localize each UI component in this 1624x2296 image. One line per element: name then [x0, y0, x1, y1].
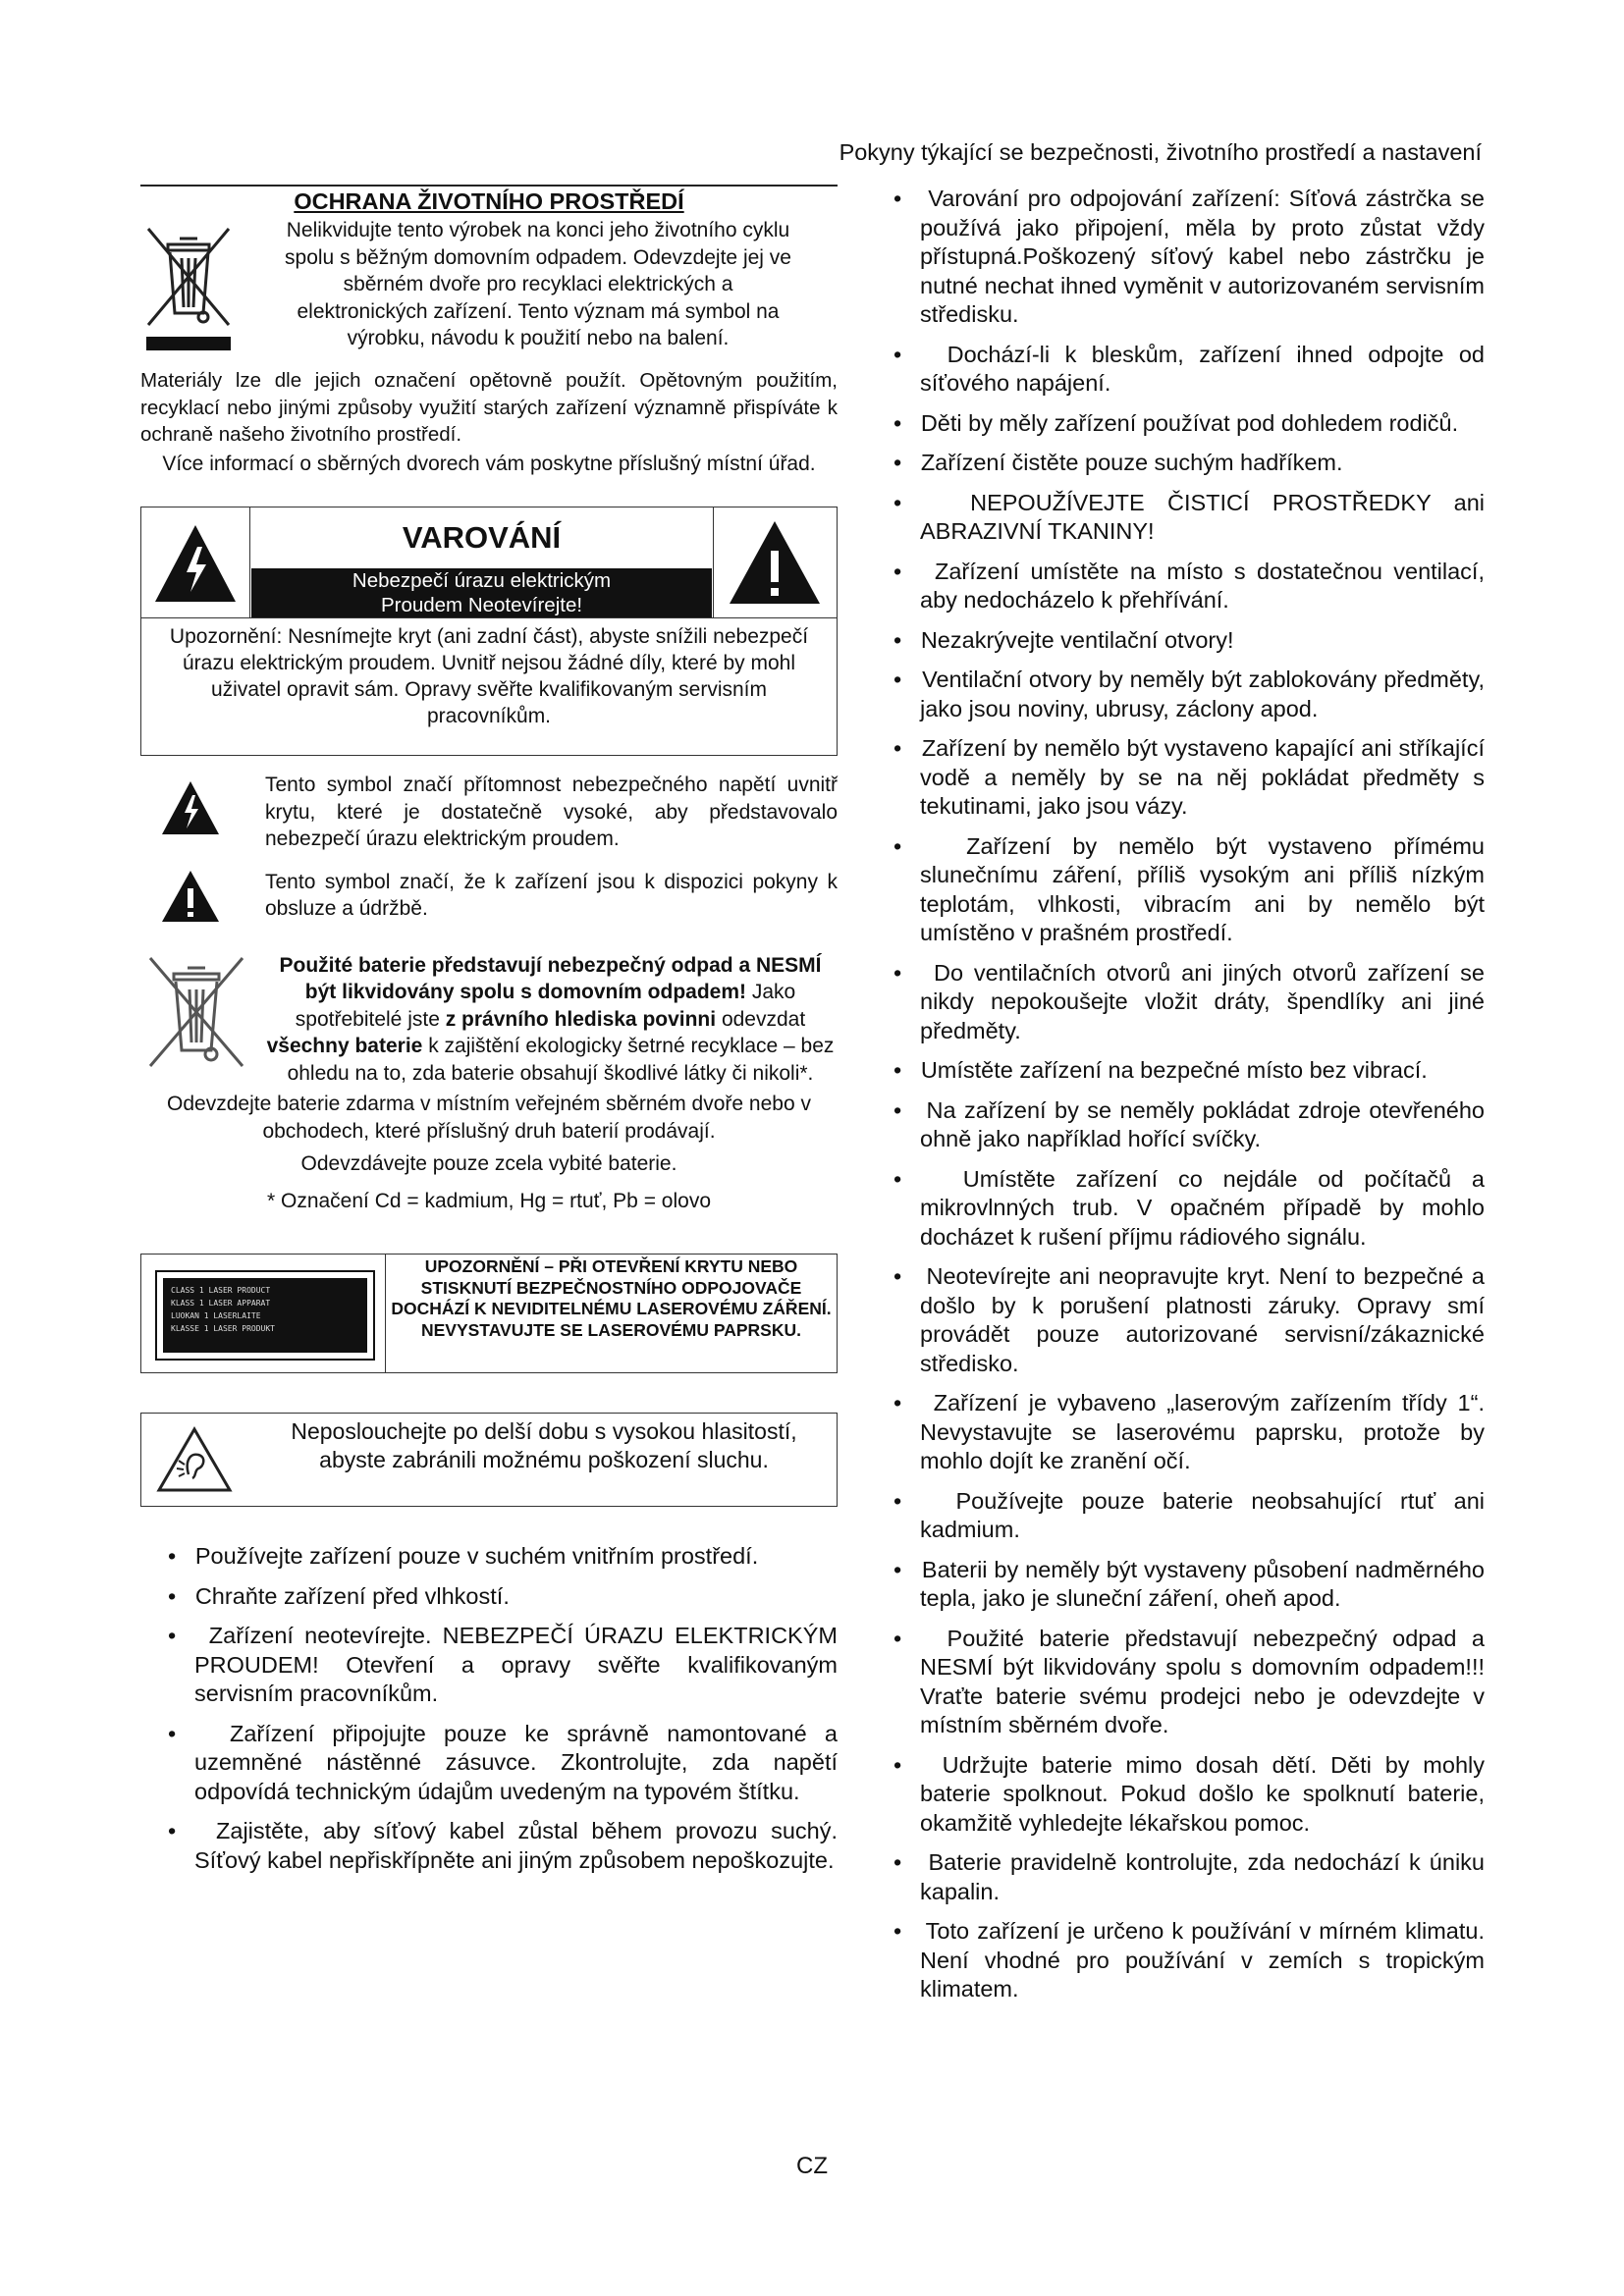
- list-item: [866, 1096, 1485, 1154]
- list-item: [866, 666, 1485, 723]
- bullet: •: [893, 1487, 956, 1514]
- bullet: •: [893, 489, 971, 515]
- electric-warning-icon: [141, 507, 249, 617]
- page-footer: CZ: [796, 2153, 828, 2179]
- hearing-warning-icon: [155, 1425, 234, 1494]
- env-line: spolu s běžným domovním odpadem. Odevzdejte jej ve: [285, 245, 791, 269]
- list-item-text: Dochází-li k bleskům, zařízení ihned odpojte od síťového napájení.: [920, 341, 1485, 396]
- bullet: •: [893, 1096, 927, 1123]
- list-item-text: Zařízení by nemělo být vystaveno kapající ani stříkající vodě a neměly by se na něj pokládat předměty s tekutinami, jako jsou vázy.: [920, 735, 1485, 819]
- battery-text: Jako spotřebitelé jste: [295, 981, 796, 1031]
- list-item: [866, 1848, 1485, 1906]
- page-header: Pokyny týkající se bezpečnosti, životního prostředí a nastavení: [839, 139, 1482, 165]
- list-item-text: Neotevírejte ani neopravujte kryt. Není to bezpečné a došlo by k porušení platnosti záruky. Opravy smí provádět pouze autorizované servisní/zákaznické středisko.: [920, 1263, 1485, 1376]
- battery-return-paragraph: Odevzdejte baterie zdarma v místním veřejném sběrném dvoře nebo v obchodech, které příslušný druh baterií prodávají.: [167, 1093, 811, 1143]
- laser-warning-text: UPOZORNĚNÍ – PŘI OTEVŘENÍ KRYTU NEBO STISKNUTÍ BEZPEČNOSTNÍHO ODPOJOVAČE DOCHÁZÍ K NEVIDITELNÉMU LASEROVÉMU ZÁŘENÍ. NEVYSTAVUJTE SE LASEROVÉMU PAPRSKU.: [385, 1255, 837, 1372]
- list-item: [140, 1817, 838, 1875]
- warning-body: Upozornění: Nesnímejte kryt (ani zadní část), abyste snížili nebezpečí úrazu elektrickým proudem. Uvnitř nejsou žádné díly, které by mohl uživatel opravit sám. Opravy svěřte kvalifikovaným servisním pracovníkům.: [169, 625, 809, 727]
- bolt-symbol-text: Tento symbol značí přítomnost nebezpečného napětí uvnitř krytu, které je dostatečně vysoké, aby představovalo nebezpečí úrazu elektrickým proudem.: [265, 774, 838, 850]
- list-item: [866, 1165, 1485, 1253]
- bullet: •: [893, 558, 935, 584]
- battery-text: k zajištění ekologicky šetrné recyklace – bez ohledu na to, zda baterie obsahují škodlivé látky či nikoli*.: [287, 1035, 835, 1085]
- bullet: •: [893, 832, 967, 859]
- battery-bold-text: z právního hlediska povinni: [445, 1007, 717, 1031]
- list-item: [140, 1582, 838, 1612]
- list-item: [866, 832, 1485, 948]
- bullet: •: [168, 1543, 195, 1569]
- battery-bold-text: Použité baterie představují nebezpečný odpad a NESMÍ být likvidovány spolu s domovním odpadem!: [279, 953, 822, 1003]
- crossed-bin-icon: [140, 952, 253, 1080]
- hearing-warning-box: [140, 1413, 838, 1507]
- environment-text: [248, 217, 828, 352]
- list-item-text: Zařízení čistěte pouze suchým hadříkem.: [920, 450, 1343, 475]
- bolt-symbol-row: [140, 772, 838, 853]
- list-item: [866, 1917, 1485, 2004]
- list-item: [866, 1625, 1485, 1740]
- bullet: •: [893, 450, 921, 475]
- bullet: •: [893, 186, 929, 211]
- exclamation-warning-icon: [160, 869, 221, 924]
- bullet: •: [893, 735, 922, 761]
- env-line: výrobku, návodu k použití nebo na balení.: [347, 327, 730, 349]
- list-item-text: Zařízení připojujte pouze ke správně namontované a uzemněné nástěnné zásuvce. Zkontrolujte, zda napětí odpovídá technickým údajům uvedeným na typovém štítku.: [194, 1720, 838, 1804]
- list-item-text: Udržujte baterie mimo dosah dětí. Děti by mohly baterie spolknout. Pokud došlo ke spolknutí baterie, okamžitě vyhledejte lékařskou pomoc.: [920, 1751, 1485, 1836]
- exclamation-symbol-text: Tento symbol značí, že k zařízení jsou k dispozici pokyny k obsluze a údržbě.: [265, 870, 838, 920]
- battery-notice: [140, 952, 838, 1088]
- battery-paragraph: [263, 952, 838, 1088]
- laser-label-line: KLASSE 1 LASER PRODUKT: [171, 1324, 275, 1333]
- bullet: •: [893, 1625, 947, 1651]
- laser-label-line: KLASS 1 LASER APPARAT: [171, 1299, 271, 1308]
- warning-title: VAROVÁNÍ: [402, 520, 562, 555]
- list-item: [866, 959, 1485, 1046]
- list-item: [140, 1542, 838, 1572]
- list-item-text: Baterii by neměly být vystaveny působení nadměrného tepla, jako je sluneční záření, oheň apod.: [920, 1556, 1485, 1611]
- authority-paragraph: Více informací o sběrných dvorech vám poskytne příslušný místní úřad.: [162, 452, 816, 475]
- bullet: •: [893, 1057, 921, 1083]
- environment-title: OCHRANA ŽIVOTNÍHO PROSTŘEDÍ: [294, 188, 684, 214]
- list-item: [140, 1720, 838, 1807]
- list-item-text: Varování pro odpojování zařízení: Síťová zástrčka se používá jako připojení, měla by proto zůstat vždy přístupná.Poškozený síťový kabel nebo zástrčku je nutné nechat ihned vyměnit v autorizovaném servisním středisku.: [920, 186, 1485, 327]
- list-item-text: Na zařízení by se neměly pokládat zdroje otevřeného ohně jako například hořící svíčky.: [920, 1096, 1485, 1151]
- warning-header: [141, 507, 837, 618]
- bullet: •: [893, 1751, 943, 1778]
- list-item-text: Baterie pravidelně kontrolujte, zda nedochází k úniku kapalin.: [920, 1849, 1485, 1904]
- list-item: [866, 489, 1485, 547]
- right-bullet-list: [866, 185, 1485, 2004]
- bullet: •: [168, 1582, 195, 1609]
- list-item-text: Zařízení je vybaveno „laserovým zařízením třídy 1“. Nevystavujte se laserovému paprsku, protože by mohlo dojít ke zranění očí.: [920, 1390, 1485, 1473]
- environment-notice: [140, 215, 838, 367]
- battery-text: odevzdat: [716, 1007, 806, 1031]
- list-item-text: Toto zařízení je určeno k používání v mírném klimatu. Není vhodné pro používání v zemích s tropickým klimatem.: [920, 1918, 1485, 2002]
- list-item-text: Použité baterie představují nebezpečný odpad a NESMÍ být likvidovány spolu s domovním odpadem!!! Vraťte baterie svému prodejci nebo je odevzdejte v místním sběrném dvoře.: [920, 1625, 1485, 1737]
- list-item: [866, 341, 1485, 399]
- list-item: [866, 1056, 1485, 1086]
- list-item-text: Do ventilačních otvorů ani jiných otvorů zařízení se nikdy nepokoušejte vložit dráty, špendlíky ani jiné předměty.: [920, 959, 1485, 1043]
- hearing-warning-text: Neposlouchejte po delší dobu s vysokou hlasitostí, abyste zabránili možnému poškození sluchu.: [291, 1418, 797, 1472]
- laser-warning-box: [140, 1254, 838, 1373]
- list-item-text: Nezakrývejte ventilační otvory!: [920, 626, 1234, 653]
- list-item: [866, 185, 1485, 330]
- list-item: [866, 1262, 1485, 1378]
- list-item-text: Zařízení neotevírejte. NEBEZPEČÍ ÚRAZU ELEKTRICKÝM PROUDEM! Otevření a opravy svěřte kvalifikovaným servisním pracovníkům.: [194, 1623, 838, 1706]
- bullet: •: [168, 1720, 230, 1746]
- battery-footnote: * Označení Cd = kadmium, Hg = rtuť, Pb = olovo: [266, 1189, 711, 1212]
- bullet: •: [168, 1623, 209, 1648]
- exclamation-warning-icon: [714, 507, 837, 617]
- laser-label-line: LUOKAN 1 LASERLAITE: [171, 1311, 261, 1320]
- electric-warning-icon: [160, 777, 221, 838]
- list-item: [866, 1751, 1485, 1839]
- list-item: [866, 449, 1485, 478]
- list-item-text: Zajistěte, aby síťový kabel zůstal během provozu suchý. Síťový kabel nepřiskřípněte ani jiným způsobem nepoškozujte.: [194, 1818, 838, 1873]
- env-line: elektronických zařízení. Tento význam má symbol na: [297, 299, 780, 323]
- list-item-text: Umístěte zařízení na bezpečné místo bez vibrací.: [920, 1057, 1428, 1083]
- list-item-text: Zařízení umístěte na místo s dostatečnou ventilací, aby nedocházelo k přehřívání.: [920, 558, 1485, 613]
- list-item: [866, 1487, 1485, 1545]
- battery-empty-paragraph: Odevzdávejte pouze zcela vybité baterie.: [300, 1152, 677, 1175]
- list-item: [866, 409, 1485, 439]
- bullet: •: [168, 1818, 217, 1843]
- warning-left-cell: [141, 507, 250, 617]
- bullet: •: [893, 409, 921, 436]
- list-item: [866, 626, 1485, 656]
- env-line: Nelikvidujte tento výrobek na konci jeho životního cyklu: [286, 219, 790, 241]
- crossed-bin-icon: [142, 223, 236, 360]
- left-bullet-list: [140, 1542, 838, 1875]
- list-item: [866, 558, 1485, 615]
- warning-box: [140, 507, 838, 756]
- divider: [140, 185, 838, 187]
- list-item: [140, 1622, 838, 1709]
- bullet: •: [893, 341, 947, 367]
- list-item-text: Chraňte zařízení před vlhkostí.: [194, 1582, 510, 1609]
- list-item: [866, 1389, 1485, 1476]
- bullet: •: [893, 1556, 922, 1582]
- env-line: sběrném dvoře pro recyklaci elektrických a: [343, 273, 733, 295]
- list-item-text: Používejte zařízení pouze v suchém vnitřním prostředí.: [194, 1543, 759, 1569]
- list-item-text: Umístěte zařízení co nejdále od počítačů a mikrovlnných trub. V opačném případě by mohlo docházet k rušení příjmu rádiového signálu.: [920, 1165, 1485, 1250]
- list-item: [866, 734, 1485, 822]
- warning-banner-line: Proudem Neotevírejte!: [380, 594, 583, 616]
- warning-banner: [251, 568, 712, 617]
- bullet: •: [893, 1263, 927, 1289]
- warning-right-cell: [713, 507, 837, 617]
- left-column: [140, 185, 838, 1886]
- list-item-text: Zařízení by nemělo být vystaveno přímému slunečnímu záření, příliš vysokým ani příliš nízkým teplotám, vlhkosti, vibracím ani by nemělo být umístěno v prašném prostředí.: [920, 832, 1485, 945]
- exclamation-symbol-row: [140, 869, 838, 923]
- bullet: •: [893, 1918, 926, 1944]
- list-item-text: NEPOUŽÍVEJTE ČISTICÍ PROSTŘEDKY ani ABRAZIVNÍ TKANINY!: [920, 489, 1485, 544]
- recycling-paragraph: Materiály lze dle jejich označení opětovně použít. Opětovným použitím, recyklací nebo jinými způsoby využití starých zařízení významně přispíváte k ochraně našeho životního prostředí.: [140, 369, 838, 446]
- list-item-text: Ventilační otvory by neměly být zablokovány předměty, jako jsou noviny, ubrusy, záclony apod.: [920, 667, 1485, 721]
- warning-banner-line: Nebezpečí úrazu elektrickým: [352, 569, 612, 592]
- laser-label-line: CLASS 1 LASER PRODUCT: [171, 1286, 271, 1295]
- bullet: •: [893, 959, 934, 986]
- bullet: •: [893, 1390, 934, 1415]
- list-item-text: Děti by měly zařízení používat pod dohledem rodičů.: [920, 409, 1459, 436]
- bullet: •: [893, 626, 921, 653]
- bullet: •: [893, 1165, 963, 1192]
- battery-bold-text: všechny baterie: [266, 1035, 423, 1057]
- list-item: [866, 1556, 1485, 1614]
- right-column: [866, 185, 1485, 2015]
- laser-label-text: [163, 1278, 367, 1353]
- laser-class-label: [155, 1270, 375, 1361]
- bullet: •: [893, 667, 923, 692]
- bullet: •: [893, 1849, 929, 1875]
- list-item-text: Používejte pouze baterie neobsahující rtuť ani kadmium.: [920, 1487, 1485, 1542]
